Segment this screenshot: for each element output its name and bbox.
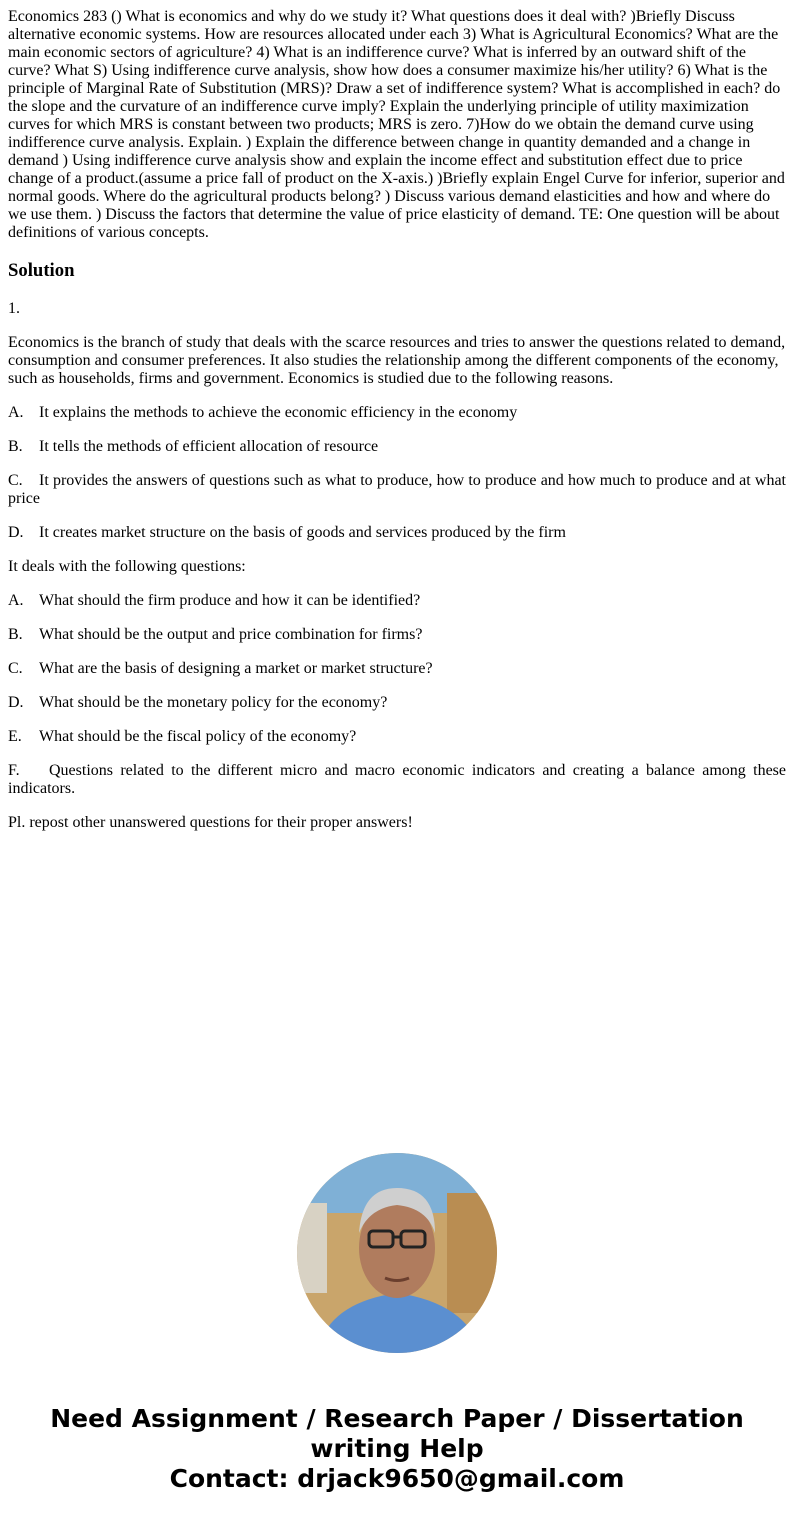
promo-line: writing Help xyxy=(310,1434,484,1463)
question-text: Economics 283 () What is economics and why do we study it? What questions does it deal with? )Briefly Discuss alternative economic systems. How are resources allocated under each 3) What is Agricultural Economics? What are the main economic sectors of agriculture? 4) What is an indifference curve? What is inferred by an outward shift of the curve? What S) Using indifference curve analysis, show how does a consumer maximize his/her utility? 6) What is the principle of Marginal Rate of Substitution (MRS)? Draw a set of indifference system? What is accomplished in each? do the slope and the curvature of an indifference curve imply? Explain the underlying principle of utility maximization curves for which MRS is constant between two products; MRS is zero. 7)How do we obtain the demand curve using indifference curve analysis. Explain. ) Explain the difference between change in quantity demanded and a change in demand ) Using indifference curve analysis show and explain the income effect and substitution effect due to price change of a product.(assume a price fall of product on the X-axis.) )Briefly explain Engel Curve for inferior, superior and normal goods. Where do the agricultural products belong? ) Discuss various demand elasticities and how and where do we use them. ) Discuss the factors that determine the value of price elasticity of demand. TE: One question will be about definitions of various concepts. xyxy=(8,8,785,241)
list-item: C. What are the basis of designing a market or market structure? xyxy=(8,660,433,677)
questions-intro: It deals with the following questions: xyxy=(8,558,246,575)
closing-note: Pl. repost other unanswered questions for their proper answers! xyxy=(8,814,413,831)
promo-line: Need Assignment / Research Paper / Dissertation xyxy=(50,1404,744,1433)
answer-number: 1. xyxy=(8,300,20,317)
solution-heading: Solution xyxy=(8,260,75,281)
questions-list xyxy=(8,592,786,798)
contact-email: Contact: drjack9650@gmail.com xyxy=(169,1464,625,1493)
list-item: A. What should the firm produce and how it can be identified? xyxy=(8,592,421,609)
promo-banner xyxy=(0,1404,794,1494)
answer-intro: Economics is the branch of study that deals with the scarce resources and tries to answer the questions related to demand, consumption and consumer preferences. It also studies the relationship among the different components of the economy, such as households, firms and government. Economics is studied due to the following reasons. xyxy=(8,334,786,387)
list-item: B. It tells the methods of efficient allocation of resource xyxy=(8,438,379,455)
list-item: E. What should be the fiscal policy of the economy? xyxy=(8,728,357,745)
reasons-list xyxy=(8,404,786,542)
list-item: D. What should be the monetary policy for the economy? xyxy=(8,694,388,711)
list-item: B. What should be the output and price combination for firms? xyxy=(8,626,423,643)
list-item: C. It provides the answers of questions such as what to produce, how to produce and how much to produce and at what price xyxy=(8,472,786,507)
author-photo xyxy=(297,1153,497,1353)
list-item: A. It explains the methods to achieve the economic efficiency in the economy xyxy=(8,404,518,421)
list-item: F. Questions related to the different micro and macro economic indicators and creating a balance among these indicators. xyxy=(8,762,786,797)
list-item: D. It creates market structure on the basis of goods and services produced by the firm xyxy=(8,524,566,541)
